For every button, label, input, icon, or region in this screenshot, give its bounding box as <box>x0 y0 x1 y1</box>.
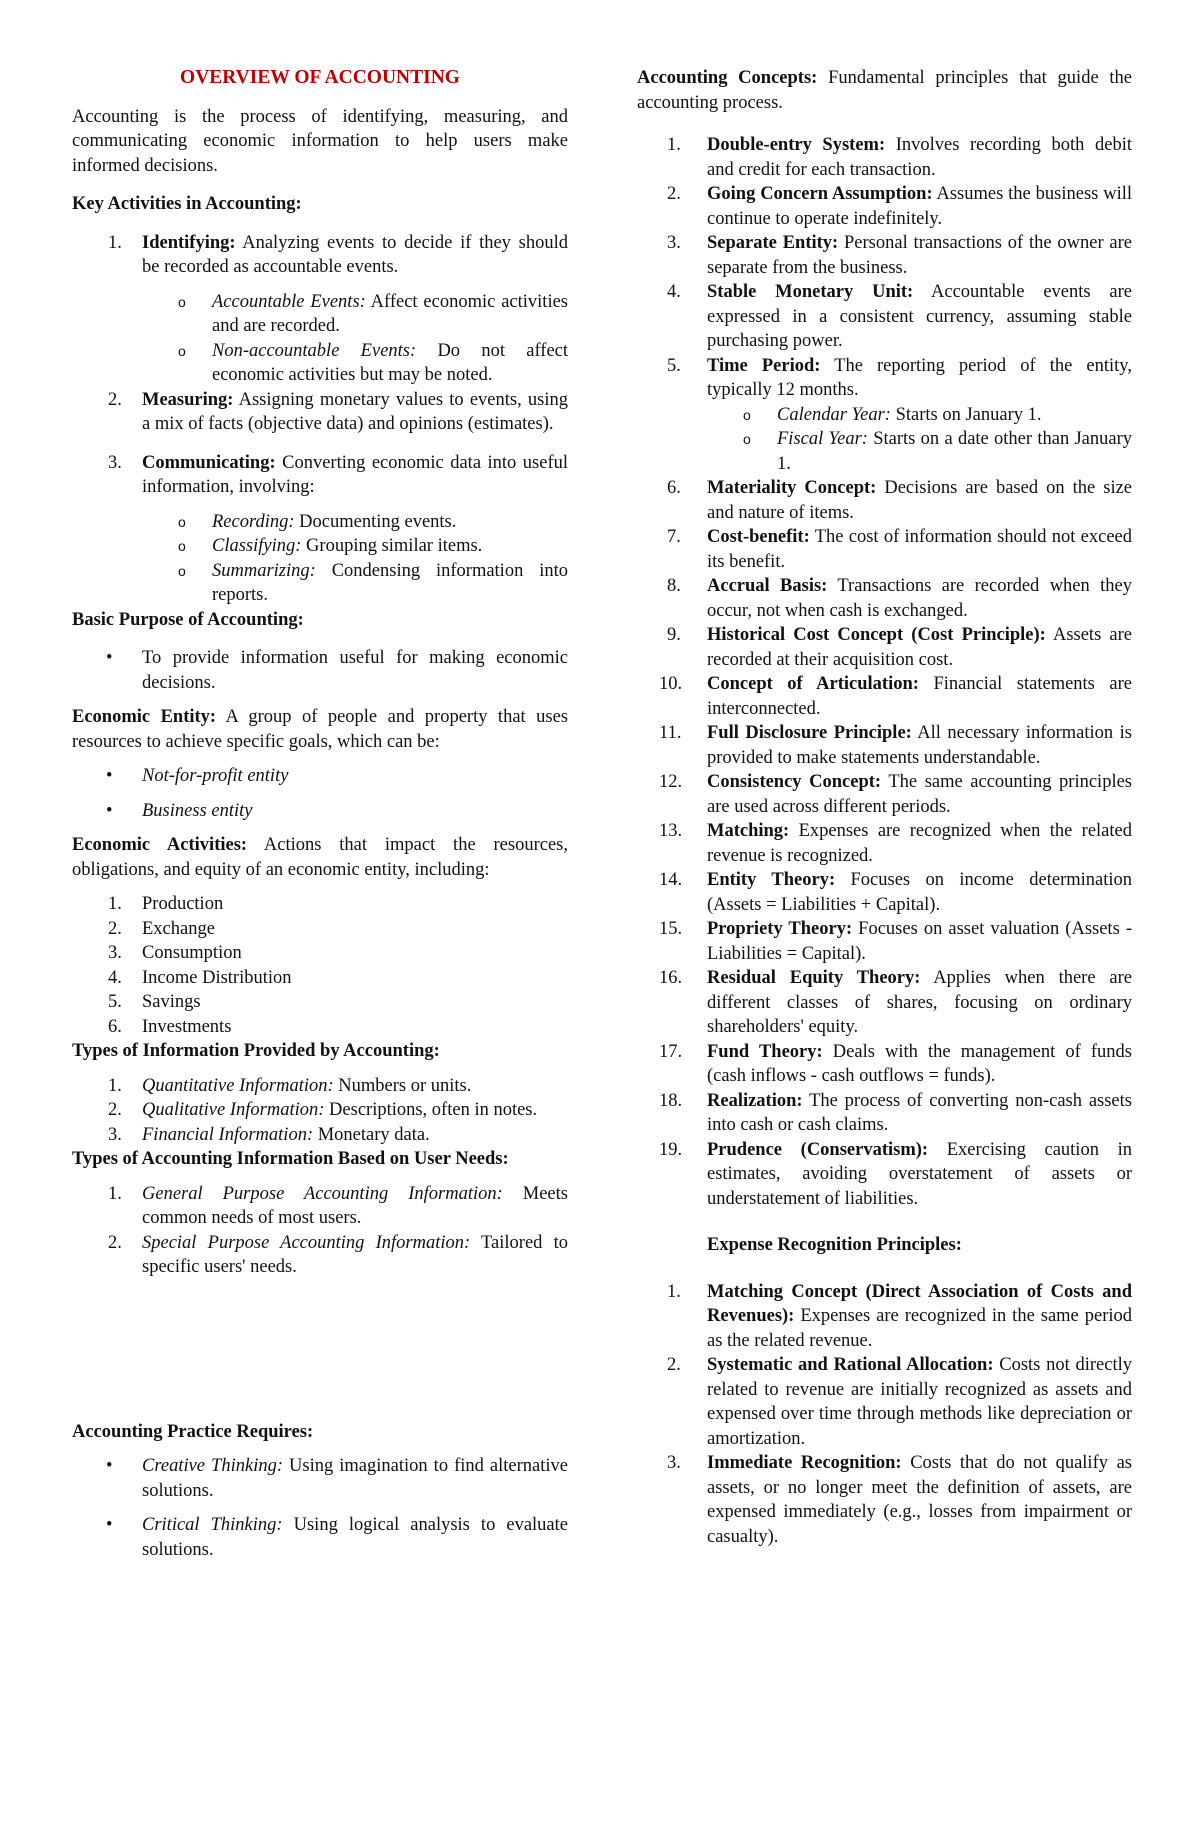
sub-item-term: Classifying: <box>212 536 302 556</box>
item-number: 3. <box>667 1453 681 1473</box>
item-number: 18. <box>659 1090 683 1111</box>
list-item <box>72 1231 568 1280</box>
item-term: Systematic and Rational Allocation: <box>707 1355 994 1375</box>
item-number: 14. <box>659 870 683 890</box>
item-text: Focuses on income determination (Assets = Liabilities + Capital). <box>707 870 1133 915</box>
list-item <box>72 1123 568 1148</box>
info-types-heading: Types of Information Provided by Accounting: <box>72 1041 440 1061</box>
item-number: 2. <box>108 1232 122 1253</box>
sub-item-term: Non-accountable Events: <box>212 340 417 361</box>
item-term: Measuring: <box>142 389 234 410</box>
list-item: • To provide information useful for making economic decisions. <box>106 648 568 693</box>
info-types-list <box>72 1074 568 1148</box>
item-text: Applies when there are different classes of shares, focusing on ordinary shareholders' equity. <box>707 968 1132 1037</box>
item-term: Entity Theory: <box>707 870 836 890</box>
item-text: Involves recording both debit and credit for each transaction. <box>707 135 1132 180</box>
item-number: 2. <box>108 918 122 939</box>
list-item <box>637 672 1132 721</box>
item-term: Identifying: <box>142 232 236 253</box>
item-term: Double-entry System: <box>707 135 886 155</box>
sub-item-text: Documenting events. <box>294 511 457 532</box>
practice-heading: Accounting Practice Requires: <box>72 1421 314 1442</box>
item-text: Expenses are recognized in the same period as the related revenue. <box>707 1306 1132 1351</box>
item-text: Descriptions, often in notes. <box>324 1100 538 1120</box>
expense-heading: Expense Recognition Principles: <box>707 1235 962 1255</box>
list-item <box>637 280 1132 354</box>
list-item <box>637 623 1132 672</box>
item-term: Matching: <box>707 821 790 841</box>
item-term: Accrual Basis: <box>707 576 828 596</box>
item-number: 2. <box>667 184 681 204</box>
economic-entity-list <box>72 764 568 823</box>
list-item: • Critical Thinking: Using logical analysis to evaluate solutions. <box>106 1515 568 1560</box>
item-term: Prudence (Conservatism): <box>707 1139 929 1160</box>
list-item <box>637 1138 1132 1212</box>
left-column <box>72 66 568 1562</box>
list-item <box>72 941 568 966</box>
sub-list <box>637 403 1132 477</box>
item-term: Materiality Concept: <box>707 478 877 498</box>
item-term: Critical Thinking: <box>142 1515 283 1535</box>
item-text: Monetary data. <box>313 1124 430 1145</box>
sub-item-text: Do not affect economic activities but may be noted. <box>212 340 569 385</box>
item-number: 4. <box>667 282 681 302</box>
list-item <box>637 1353 1132 1451</box>
sub-item-term: Summarizing: <box>212 560 316 581</box>
item-number: 15. <box>659 919 683 939</box>
item-text: The same accounting principles are used across different periods. <box>707 772 1132 817</box>
item-number: 16. <box>659 968 683 988</box>
item-number: 9. <box>667 625 681 645</box>
sub-list <box>72 290 568 388</box>
item-number: 4. <box>108 967 122 988</box>
sub-list-item: o Accountable Events: Affect economic activities and are recorded. <box>178 291 568 336</box>
item-number: 6. <box>108 1016 122 1037</box>
sub-item-term: Fiscal Year: <box>777 429 868 449</box>
item-text: The process of converting non-cash assets into cash or cash claims. <box>707 1090 1132 1135</box>
list-item <box>72 1074 568 1099</box>
economic-activities-list <box>72 892 568 1039</box>
item-text: Production <box>142 894 224 914</box>
item-number: 8. <box>667 576 681 596</box>
list-item <box>72 1098 568 1123</box>
sub-item-term: Recording: <box>212 511 295 532</box>
list-item <box>637 231 1132 280</box>
item-term: Financial Information: <box>142 1124 314 1145</box>
item-term: Propriety Theory: <box>707 919 853 939</box>
item-number: 5. <box>108 992 122 1012</box>
item-number: 3. <box>108 943 122 963</box>
item-number: 2. <box>667 1355 681 1375</box>
item-text: Income Distribution <box>142 967 292 988</box>
list-item <box>637 1280 1132 1354</box>
item-text: Transactions are recorded when they occur, not when cash is exchanged. <box>707 576 1132 621</box>
sub-list-item: o Non-accountable Events: Do not affect economic activities but may be noted. <box>178 340 569 385</box>
list-item <box>72 1015 568 1040</box>
item-term: Going Concern Assumption: <box>707 184 933 204</box>
item-term: Matching Concept (Direct Association of Costs and Revenues): <box>707 1281 1132 1326</box>
item-number: 1. <box>108 1183 122 1204</box>
list-item <box>637 1089 1132 1138</box>
list-item <box>72 892 568 917</box>
item-number: 1. <box>667 135 681 155</box>
sub-item-term: Accountable Events: <box>212 291 366 312</box>
list-item <box>637 354 1132 477</box>
sub-item-term: Calendar Year: <box>777 404 891 425</box>
economic-activities-term: Economic Activities: <box>72 835 248 855</box>
list-item <box>72 966 568 991</box>
item-number: 17. <box>659 1041 683 1062</box>
practice-list <box>72 1454 568 1562</box>
list-item <box>637 868 1132 917</box>
sub-item-text: Condensing information into reports. <box>212 560 568 605</box>
item-text: Meets common needs of most users. <box>142 1183 568 1228</box>
list-item <box>637 574 1132 623</box>
item-number: 7. <box>667 527 681 547</box>
economic-activities-text: Actions that impact the resources, obligations, and equity of an economic entity, including: <box>72 835 568 880</box>
list-item <box>637 1451 1132 1549</box>
economic-entity-paragraph <box>72 705 568 754</box>
item-term: Creative Thinking: <box>142 1456 283 1476</box>
sub-list-item: o Recording: Documenting events. <box>178 511 457 532</box>
item-number: 12. <box>659 772 683 792</box>
list-item <box>72 231 568 388</box>
user-needs-heading: Types of Accounting Information Based on User Needs: <box>72 1149 509 1169</box>
sub-item-text: Starts on a date other than January 1. <box>777 429 1133 474</box>
item-text: Business entity <box>142 800 253 821</box>
item-text: Using logical analysis to evaluate solutions. <box>142 1515 568 1560</box>
page-title: OVERVIEW OF ACCOUNTING <box>180 67 460 88</box>
item-text: Consumption <box>142 943 242 963</box>
item-text: Costs that do not qualify as assets, or no longer meet the definition of assets, are expensed immediately (e.g., losses from impairment or casualty). <box>707 1453 1132 1547</box>
item-text: Exercising caution in estimates, avoiding overstatement of assets or understatement of liabilities. <box>707 1139 1132 1209</box>
item-text: Numbers or units. <box>333 1075 472 1096</box>
list-item <box>637 476 1132 525</box>
item-text: Focuses on asset valuation (Assets - Liabilities = Capital). <box>707 919 1132 964</box>
list-item <box>637 917 1132 966</box>
list-item <box>637 525 1132 574</box>
item-text: Expenses are recognized when the related revenue is recognized. <box>707 821 1132 866</box>
item-number: 3. <box>108 1124 122 1145</box>
item-term: Cost-benefit: <box>707 527 810 547</box>
item-text: Tailored to specific users' needs. <box>142 1232 568 1277</box>
user-needs-list <box>72 1182 568 1280</box>
economic-activities-paragraph <box>72 833 568 882</box>
intro-paragraph: Accounting is the process of identifying, measuring, and communicating economic information to help users make informed decisions. <box>72 106 568 176</box>
item-term: Historical Cost Concept (Cost Principle): <box>707 625 1046 645</box>
list-item <box>637 721 1132 770</box>
item-number: 19. <box>659 1139 683 1160</box>
item-text: Costs not directly related to revenue are initially recognized as assets and expensed over time through methods like depreciation or amortization. <box>707 1355 1132 1449</box>
item-text: Exchange <box>142 918 215 939</box>
concepts-paragraph <box>637 66 1132 115</box>
item-text: Converting economic data into useful information, involving: <box>142 452 568 497</box>
item-term: Full Disclosure Principle: <box>707 723 912 743</box>
list-item: • Creative Thinking: Using imagination to find alternative solutions. <box>106 1456 568 1501</box>
item-number: 10. <box>659 674 683 694</box>
item-term: Separate Entity: <box>707 233 839 253</box>
item-number: 11. <box>659 723 682 743</box>
list-item <box>637 770 1132 819</box>
sub-list-item: o Calendar Year: Starts on January 1. <box>743 404 1042 425</box>
item-number: 1. <box>667 1281 681 1302</box>
concepts-term: Accounting Concepts: <box>637 68 818 88</box>
item-text: Savings <box>142 992 201 1012</box>
item-text: To provide information useful for making economic decisions. <box>142 648 568 693</box>
list-item <box>637 182 1132 231</box>
item-text: Investments <box>142 1016 232 1037</box>
economic-entity-text: A group of people and property that uses resources to achieve specific goals, which can be: <box>72 707 569 752</box>
item-term: Realization: <box>707 1090 803 1111</box>
item-number: 1. <box>108 1075 122 1096</box>
item-text: All necessary information is provided to make statements understandable. <box>707 723 1132 768</box>
economic-entity-term: Economic Entity: <box>72 707 217 727</box>
item-text: Personal transactions of the owner are separate from the business. <box>707 233 1133 278</box>
list-item <box>72 451 568 608</box>
item-text: Assumes the business will continue to operate indefinitely. <box>707 184 1132 229</box>
item-term: Residual Equity Theory: <box>707 968 921 988</box>
list-item <box>637 966 1132 1040</box>
list-item <box>637 819 1132 868</box>
list-item <box>637 1040 1132 1089</box>
item-term: General Purpose Accounting Information: <box>142 1183 503 1204</box>
item-text: Deals with the management of funds (cash inflows - cash outflows = funds). <box>707 1041 1133 1086</box>
item-term: Concept of Articulation: <box>707 674 919 694</box>
item-term: Quantitative Information: <box>142 1075 334 1096</box>
sub-list-item: o Fiscal Year: Starts on a date other than January 1. <box>743 429 1133 474</box>
basic-purpose-heading: Basic Purpose of Accounting: <box>72 609 304 630</box>
item-text: Financial statements are interconnected. <box>707 674 1132 719</box>
item-text: The cost of information should not exceed its benefit. <box>707 527 1132 572</box>
item-number: 3. <box>108 452 122 473</box>
item-text: The reporting period of the entity, typically 12 months. <box>707 355 1132 400</box>
list-item <box>72 917 568 942</box>
item-term: Time Period: <box>707 355 821 376</box>
item-number: 1. <box>108 894 122 914</box>
sub-item-text: Affect economic activities and are recorded. <box>212 291 568 336</box>
item-term: Consistency Concept: <box>707 772 882 792</box>
concepts-list <box>637 133 1132 1211</box>
list-item <box>72 990 568 1015</box>
item-number: 13. <box>659 821 683 841</box>
basic-purpose-list <box>72 646 568 695</box>
key-activities-heading: Key Activities in Accounting: <box>72 194 302 214</box>
item-term: Communicating: <box>142 452 276 473</box>
item-text: Assigning monetary values to events, using a mix of facts (objective data) and opinions (estimates). <box>142 389 568 434</box>
item-term: Stable Monetary Unit: <box>707 282 914 302</box>
item-term: Fund Theory: <box>707 1041 823 1062</box>
item-number: 6. <box>667 478 681 498</box>
key-activities-list <box>72 231 568 608</box>
sub-list-item: o Classifying: Grouping similar items. <box>178 536 483 556</box>
item-term: Special Purpose Accounting Information: <box>142 1232 471 1253</box>
sub-item-text: Starts on January 1. <box>890 404 1042 425</box>
item-number: 1. <box>108 232 122 253</box>
item-number: 2. <box>108 389 122 410</box>
item-text: Analyzing events to decide if they should be recorded as accountable events. <box>142 232 568 277</box>
item-text: Accountable events are expressed in a consistent currency, assuming stable purchasing power. <box>707 282 1132 351</box>
item-text: Not-for-profit entity <box>142 766 289 786</box>
list-item <box>72 388 568 437</box>
sub-item-text: Grouping similar items. <box>301 536 483 556</box>
right-column <box>637 66 1132 1549</box>
item-term: Qualitative Information: <box>142 1100 325 1120</box>
item-text: Assets are recorded at their acquisition cost. <box>707 625 1133 670</box>
list-item <box>637 133 1132 182</box>
list-item <box>72 1182 568 1231</box>
expense-list <box>637 1280 1132 1550</box>
sub-list <box>72 510 568 608</box>
item-term: Immediate Recognition: <box>707 1453 902 1473</box>
item-number: 2. <box>108 1100 122 1120</box>
list-item: • Not-for-profit entity <box>106 766 289 786</box>
item-number: 3. <box>667 233 681 253</box>
concepts-text: Fundamental principles that guide the accounting process. <box>637 68 1132 113</box>
item-number: 5. <box>667 355 681 376</box>
list-item: • Business entity <box>106 800 253 821</box>
item-text: Decisions are based on the size and nature of items. <box>707 478 1133 523</box>
sub-list-item: o Summarizing: Condensing information into reports. <box>178 560 568 605</box>
item-text: Using imagination to find alternative solutions. <box>142 1456 568 1501</box>
